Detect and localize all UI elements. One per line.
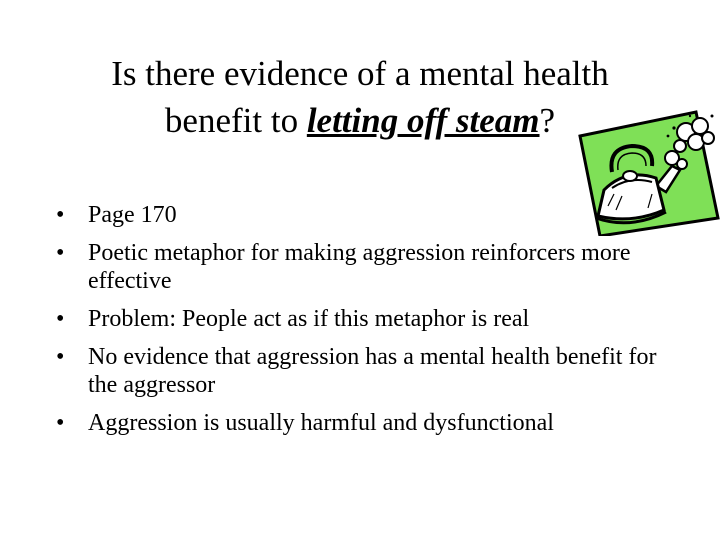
bullet-marker: • xyxy=(56,306,65,332)
bullet-marker: • xyxy=(56,202,65,228)
bullet-item xyxy=(56,305,676,333)
title-suffix: ? xyxy=(539,101,556,140)
bullet-item xyxy=(56,409,676,437)
bullet-marker: • xyxy=(56,410,65,436)
bullet-text: Aggression is usually harmful and dysfunctional xyxy=(88,410,554,436)
bullet-item xyxy=(56,239,676,295)
title-emphasis: letting off steam xyxy=(306,101,540,140)
bullet-item xyxy=(56,343,676,399)
bullet-marker: • xyxy=(56,240,65,266)
bullet-text: No evidence that aggression has a mental health benefit for the aggressor xyxy=(88,344,657,398)
bullet-text: Problem: People act as if this metaphor is real xyxy=(88,306,530,332)
bullet-marker: • xyxy=(56,344,65,370)
title-line-1: Is there evidence of a mental health xyxy=(111,54,609,93)
kettle-knob xyxy=(623,171,637,181)
title-prefix: benefit to xyxy=(164,101,307,140)
bullet-list xyxy=(56,201,676,447)
bullet-text: Page 170 xyxy=(88,202,177,228)
bullet-item xyxy=(56,201,676,229)
bullet-text: Poetic metaphor for making aggression reinforcers more effective xyxy=(88,240,631,294)
